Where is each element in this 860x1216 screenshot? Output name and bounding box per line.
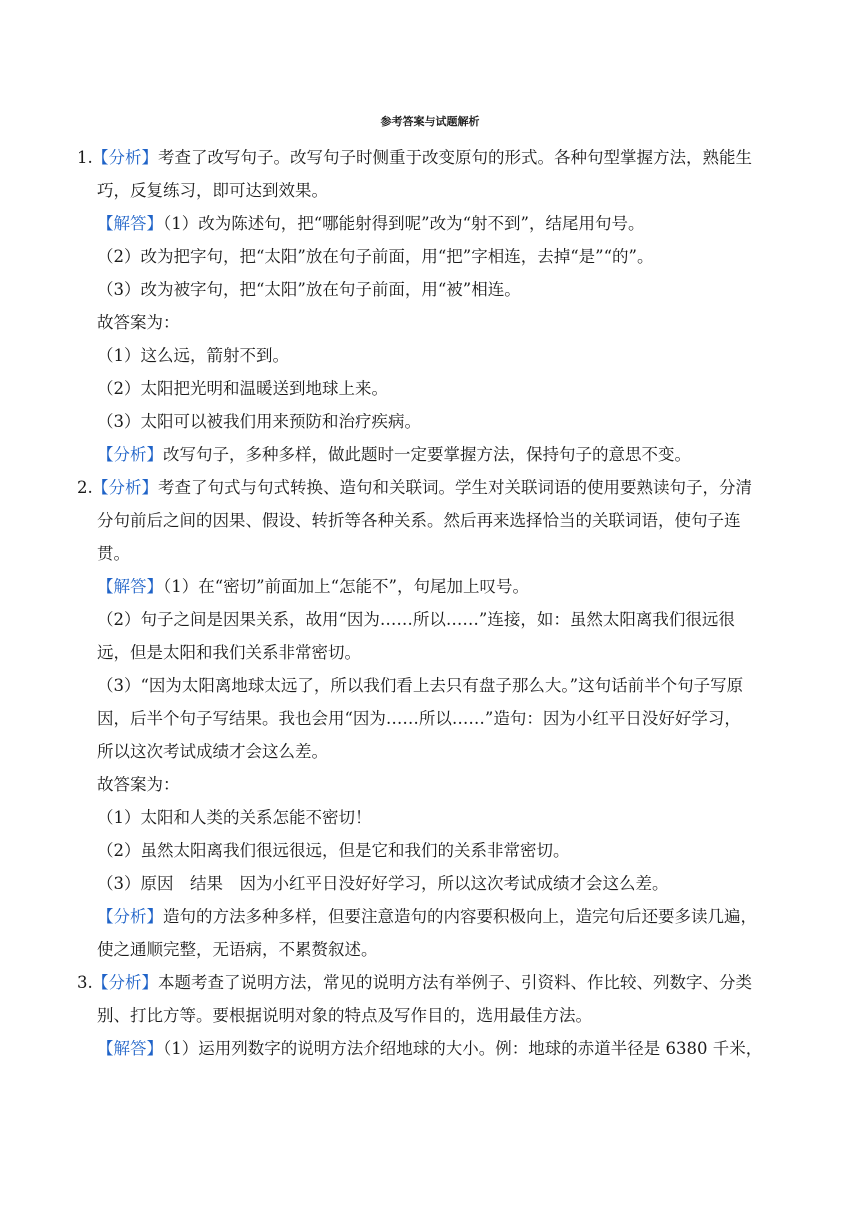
- line-text: 别、打比方等。要根据说明对象的特点及写作目的，选用最佳方法。: [97, 1006, 592, 1025]
- text-line: [92, 478, 752, 498]
- text-line: [97, 247, 653, 267]
- text-line: [97, 610, 735, 630]
- line-text: （1）这么远，箭射不到。: [97, 346, 289, 365]
- line-text: （1）运用列数字的说明方法介绍地球的大小。例：地球的赤道半径是 6380 千米，: [163, 1039, 763, 1058]
- section-tag: 【解答】: [97, 1039, 163, 1058]
- line-text: （3）改为被字句，把“太阳”放在句子前面，用“被”相连。: [97, 280, 521, 299]
- line-text: 所以这次考试成绩才会这么差。: [97, 742, 328, 761]
- text-line: [97, 676, 743, 696]
- line-text: 贯。: [97, 544, 130, 563]
- line-text: 考查了改写句子。改写句子时侧重于改变原句的形式。各种句型掌握方法，熟能生: [158, 148, 752, 167]
- line-text: 因，后半个句子写结果。我也会用“因为……所以……”造句：因为小红平日没好好学习，: [97, 709, 741, 728]
- text-line: [97, 841, 570, 861]
- text-line: [97, 874, 669, 894]
- text-line: [97, 808, 372, 828]
- line-text: 远，但是太阳和我们关系非常密切。: [97, 643, 361, 662]
- section-tag: 【分析】: [97, 907, 163, 926]
- text-line: [97, 313, 180, 333]
- text-line: [97, 181, 328, 201]
- line-text: 本题考查了说明方法，常见的说明方法有举例子、引资料、作比较、列数字、分类: [158, 973, 752, 992]
- page-title: 参考答案与试题解析: [380, 115, 480, 128]
- item-number: 3.: [77, 973, 93, 992]
- line-text: （2）虽然太阳离我们很远很远，但是它和我们的关系非常密切。: [97, 841, 570, 860]
- text-line: [97, 577, 529, 597]
- line-text: 故答案为：: [97, 313, 180, 332]
- item-number: 1.: [77, 148, 93, 167]
- line-text: 巧，反复练习，即可达到效果。: [97, 181, 328, 200]
- text-line: [97, 412, 421, 432]
- text-line: [97, 1006, 592, 1026]
- text-line: [92, 148, 752, 168]
- text-line: [97, 280, 521, 300]
- text-line: [97, 1039, 762, 1059]
- text-line: [97, 742, 328, 762]
- line-text: （1）在“密切”前面加上“怎能不”，句尾加上叹号。: [163, 577, 529, 596]
- text-line: [92, 973, 752, 993]
- line-text: 造句的方法多种多样，但要注意造句的内容要积极向上，造完句后还要多读几遍，: [163, 907, 757, 926]
- line-text: （1）太阳和人类的关系怎能不密切！: [97, 808, 372, 827]
- section-tag: 【分析】: [97, 445, 163, 464]
- text-line: [97, 445, 691, 465]
- text-line: [97, 511, 741, 531]
- text-line: [97, 379, 388, 399]
- line-text: （1）改为陈述句，把“哪能射得到呢”改为“射不到”，结尾用句号。: [163, 214, 645, 233]
- line-text: （3）太阳可以被我们用来预防和治疗疾病。: [97, 412, 421, 431]
- section-tag: 【分析】: [92, 973, 158, 992]
- line-text: （3）原因 结果 因为小红平日没好好学习，所以这次考试成绩才会这么差。: [97, 874, 669, 893]
- line-text: 分句前后之间的因果、假设、转折等各种关系。然后再来选择恰当的关联词语，使句子连: [97, 511, 741, 530]
- text-line: [97, 709, 741, 729]
- text-line: [97, 643, 361, 663]
- line-text: （3）“因为太阳离地球太远了，所以我们看上去只有盘子那么大。”这句话前半个句子写原: [97, 676, 744, 695]
- text-line: [97, 544, 130, 564]
- section-tag: 【分析】: [92, 148, 158, 167]
- line-text: 故答案为：: [97, 775, 180, 794]
- line-text: （2）改为把字句，把“太阳”放在句子前面，用“把”字相连，去掉“是”“的”。: [97, 247, 654, 266]
- text-line: [97, 775, 180, 795]
- line-text: 使之通顺完整，无语病，不累赘叙述。: [97, 940, 378, 959]
- text-line: [97, 940, 378, 960]
- section-tag: 【解答】: [97, 214, 163, 233]
- section-tag: 【分析】: [92, 478, 158, 497]
- text-line: [97, 907, 757, 927]
- text-line: [97, 346, 289, 366]
- line-text: （2）太阳把光明和温暖送到地球上来。: [97, 379, 388, 398]
- text-line: [97, 214, 645, 234]
- section-tag: 【解答】: [97, 577, 163, 596]
- line-text: 改写句子，多种多样，做此题时一定要掌握方法，保持句子的意思不变。: [163, 445, 691, 464]
- line-text: 考查了句式与句式转换、造句和关联词。学生对关联词语的使用要熟读句子，分清: [158, 478, 752, 497]
- item-number: 2.: [77, 478, 93, 497]
- line-text: （2）句子之间是因果关系，故用“因为……所以……”连接，如：虽然太阳离我们很远很: [97, 610, 735, 629]
